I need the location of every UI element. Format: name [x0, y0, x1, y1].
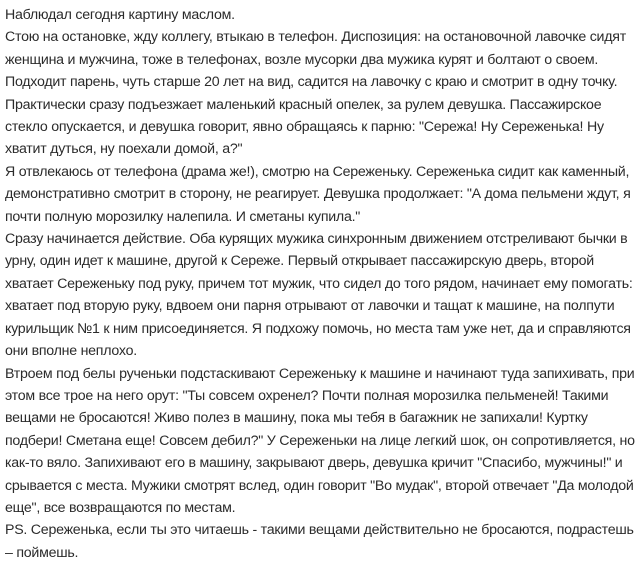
paragraph-intro: Наблюдал сегодня картину маслом.: [5, 7, 235, 23]
paragraph-dumplings: Я отвлекаюсь от телефона (драма же!), смотрю на Сереженьку. Сереженька сидит как каменный, демонстративно смотрит в сторону, не реагирует. Девушка продолжает: "А дома пельмени ждут, я почти полную морозилку налепила. И сметаны купила.": [5, 163, 631, 225]
paragraph-guy-arrives: Подходит парень, чуть старше 20 лет на вид, садится на лавочку с краю и смотрит в одну точку.: [5, 74, 618, 91]
paragraph-setting: Стою на остановке, жду коллегу, втыкаю в телефон. Диспозиция: на остановочной лавочке сидят женщина и мужчина, тоже в телефонах, возле мусорки два мужика курят и болтают о своем.: [5, 29, 626, 68]
paragraph-action: Сразу начинается действие. Оба курящих мужика синхронным движением отстреливают бычки в урну, один идет к машине, другой к Сереже. Первый открывает пассажирскую дверь, второй хватает Сереженьку под руку, причем тот мужик, что сидел до того рядом, начинает ему помогать: хватает под вторую руку, вдвоем они парня отрывают от лавочки и тащат к машине, на полпути курильщик №1 к ним присоединяется. Я подхожу помочь, но места там уже нет, да и справляются они вполне неплохо.: [5, 231, 633, 360]
paragraph-girl-arrives: Практически сразу подъезжает маленький красный опелек, за рулем девушка. Пассажирское стекло опускается, и девушка говорит, явно обращаясь к парню: "Сережа! Ну Сереженька! Ну хватит дуться, ну поехали домой, а?": [5, 96, 604, 158]
paragraph-pushing-into-car: Втроем под белы рученьки подстаскивают Сереженьку к машине и начинают туда запихивать, при этом все трое на него орут: "Ты совсем охренел? Почти полная морозилка пельменей! Такими вещами не бросаются! Живо полез в машину, пока мы тебя в багажник не запихали! Куртку подбери! Сметана еще! Совсем дебил?" У Сереженьки на лице легкий шок, он сопротивляется, но как-то вяло. Запихивают его в машину, закрывают дверь, девушка кричит "Спасибо, мужчины!" и срывается с места. Мужики смотрят вслед, один говорит "Во мудак", второй отвечает "Да молодой еще", все возвращаются по местам.: [5, 365, 635, 516]
paragraph-postscript: PS. Сереженька, если ты это читаешь - такими вещами действительно не бросаются, подрастешь – поймешь.: [5, 522, 634, 561]
